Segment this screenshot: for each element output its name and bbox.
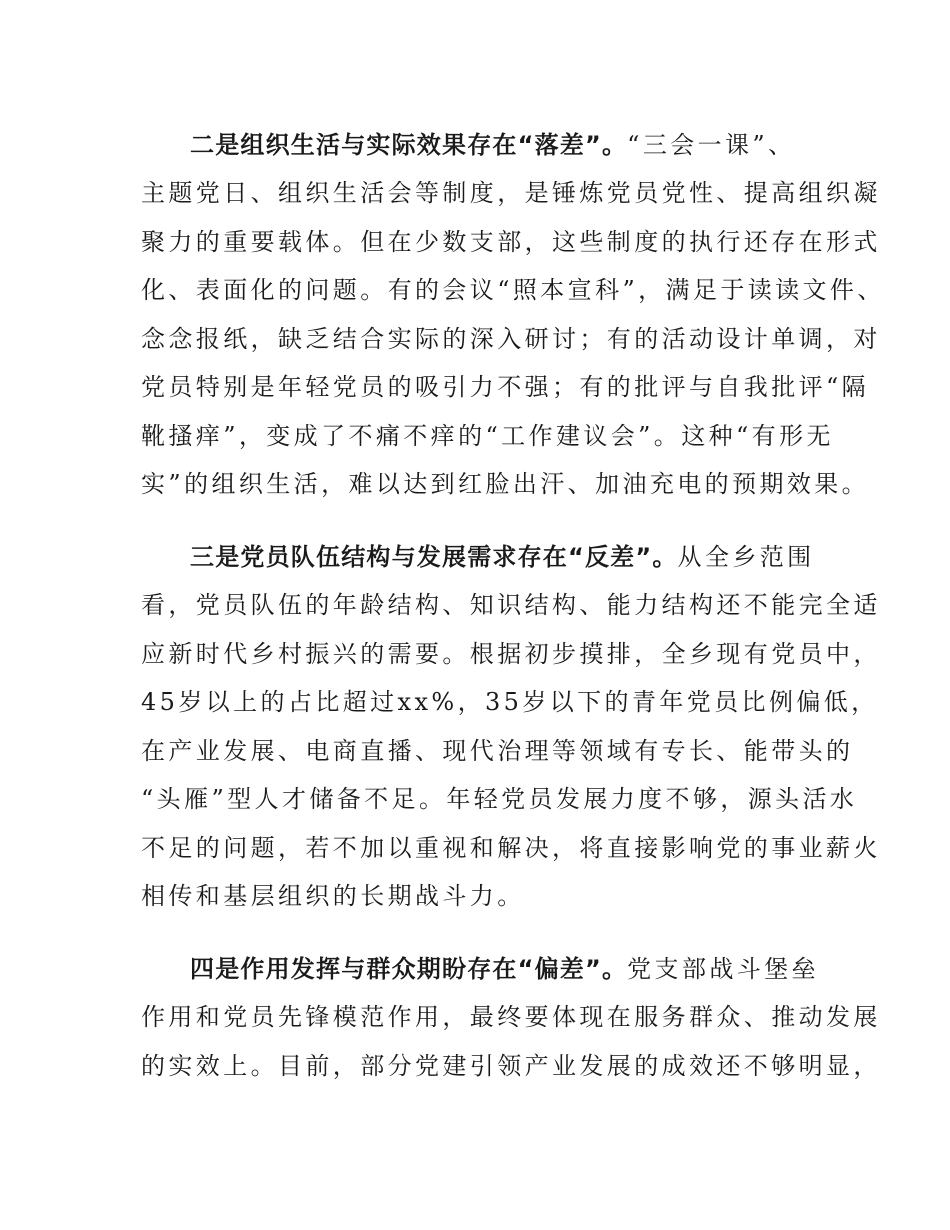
paragraph-1-lead: 二是组织生活与实际效果存在“落差”。 <box>190 131 628 159</box>
paragraph-1-line-5: 念念报纸，缺乏结合实际的深入研讨；有的活动设计单调，对 <box>141 325 881 353</box>
paragraph-2-line-7: 不足的问题，若不加以重视和解决，将直接影响党的事业薪火 <box>141 834 881 862</box>
paragraph-2-line-2: 看，党员队伍的年龄结构、知识结构、能力结构还不能完全适 <box>141 591 881 619</box>
paragraph-1-line-2: 主题党日、组织生活会等制度，是锤炼党员党性、提高组织凝 <box>141 179 881 207</box>
paragraph-1-text: “三会一课”、 <box>627 131 796 159</box>
paragraph-1-line-3: 聚力的重要载体。但在少数支部，这些制度的执行还存在形式 <box>141 228 881 256</box>
paragraph-1-line-7: 靴搔痒”，变成了不痛不痒的“工作建议会”。这种“有形无 <box>141 422 834 450</box>
paragraph-2-line-5: 在产业发展、电商直播、现代治理等领域有专长、能带头的 <box>141 737 854 765</box>
paragraph-3-line-3: 的实效上。目前，部分党建引领产业发展的成效还不够明显， <box>141 1052 881 1080</box>
paragraph-3-line-2: 作用和党员先锋模范作用，最终要体现在服务群众、推动发展 <box>141 1003 881 1031</box>
paragraph-2-line-3: 应新时代乡村振兴的需要。根据初步摸排，全乡现有党员中， <box>141 640 881 668</box>
paragraph-1-line-1 <box>190 129 796 161</box>
paragraph-3-text: 党支部战斗堡垒 <box>627 955 819 983</box>
paragraph-3-lead: 四是作用发挥与群众期盼存在“偏差”。 <box>190 955 628 983</box>
paragraph-2-lead: 三是党员队伍结构与发展需求存在“反差”。 <box>190 543 678 571</box>
paragraph-2-line-6: “头雁”型人才储备不足。年轻党员发展力度不够，源头活水 <box>141 785 858 813</box>
paragraph-2-line-4: 45岁以上的占比超过xx%，35岁以下的青年党员比例偏低， <box>141 688 879 716</box>
paragraph-1-line-4: 化、表面化的问题。有的会议“照本宣科”，满足于读读文件、 <box>141 276 885 304</box>
paragraph-1-line-6: 党员特别是年轻党员的吸引力不强；有的批评与自我批评“隔 <box>141 373 870 401</box>
paragraph-2-text: 从全乡范围 <box>677 543 815 571</box>
paragraph-2-line-8: 相传和基层组织的长期战斗力。 <box>141 882 525 910</box>
paragraph-2-line-1 <box>190 541 815 573</box>
paragraph-3-line-1 <box>190 953 819 985</box>
paragraph-1-line-8: 实”的组织生活，难以达到红脸出汗、加油充电的预期效果。 <box>141 470 870 498</box>
